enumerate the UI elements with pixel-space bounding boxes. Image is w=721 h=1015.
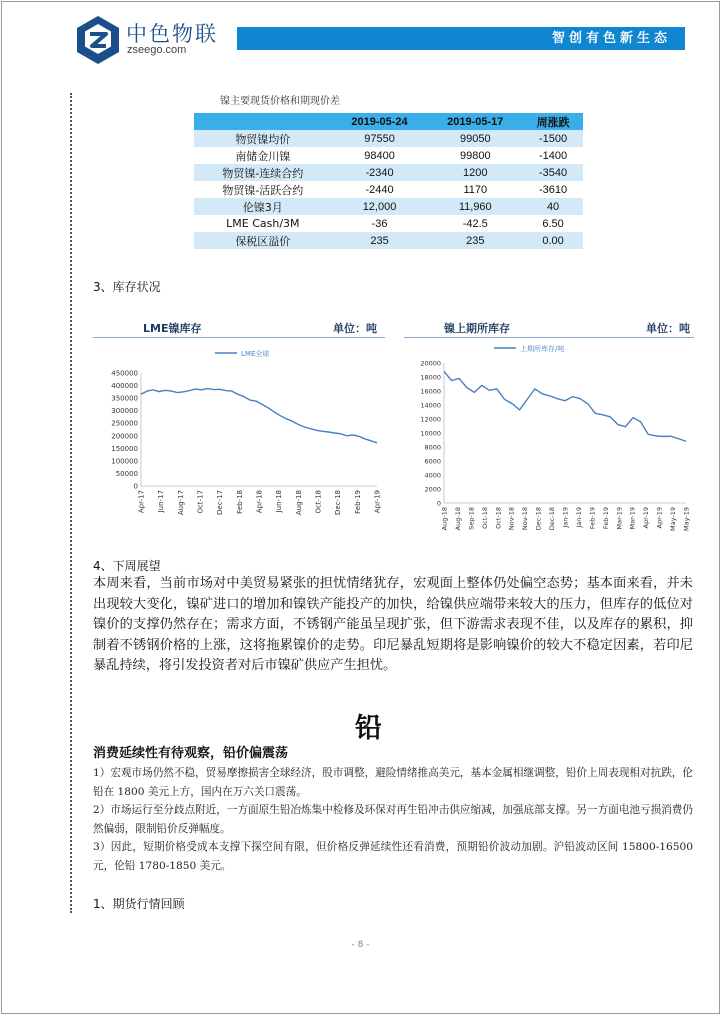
table-cell: 99800 — [427, 147, 523, 164]
x-tick-label: Jun-18 — [275, 490, 284, 513]
price-table-title: 镍主要现货价格和期现价差 — [220, 96, 340, 107]
x-tick-label: Apr-19 — [642, 507, 651, 529]
y-tick-label: 4000 — [424, 471, 441, 480]
column-header: 周涨跌 — [523, 113, 583, 130]
price-table — [194, 113, 583, 249]
table-cell: 40 — [523, 198, 583, 215]
x-tick-label: Oct-17 — [196, 490, 205, 514]
table-cell: -3540 — [523, 164, 583, 181]
x-tick-label: Feb-18 — [235, 490, 244, 514]
x-tick-label: Dec-17 — [216, 490, 225, 515]
section-heading-inventory: 3、库存状况 — [93, 280, 161, 294]
chart-title-rule — [404, 337, 694, 338]
logo-domain: zseego.com — [127, 44, 187, 56]
row-label: 伦镍3月 — [194, 198, 332, 215]
logo-icon — [73, 14, 123, 64]
y-tick-label: 2000 — [424, 485, 441, 494]
x-tick-label: Nov-18 — [521, 507, 530, 531]
chart-unit: 单位：吨 — [333, 322, 377, 335]
x-tick-label: Aug-18 — [294, 490, 303, 516]
column-header: 2019-05-17 — [427, 113, 523, 130]
x-tick-label: Dec-18 — [334, 490, 343, 515]
y-tick-label: 250000 — [111, 419, 138, 428]
series-line — [141, 389, 377, 443]
table-cell: -2340 — [332, 164, 428, 181]
x-tick-label: Feb-19 — [353, 490, 362, 514]
chart-unit: 单位：吨 — [646, 322, 690, 335]
table-header-row — [194, 113, 583, 130]
x-tick-label: Jan-19 — [561, 507, 570, 528]
logo-text: 中色物联 — [126, 22, 218, 46]
y-tick-label: 12000 — [420, 415, 441, 424]
lme-nickel-chart — [93, 342, 385, 532]
column-header — [194, 113, 332, 130]
table-row — [194, 198, 583, 215]
y-tick-label: 10000 — [420, 429, 441, 438]
x-tick-label: Jun-17 — [157, 490, 166, 513]
x-tick-label: Mar-19 — [628, 507, 637, 530]
x-tick-label: Aug-17 — [176, 490, 185, 516]
y-tick-label: 16000 — [420, 387, 441, 396]
table-cell: 11,960 — [427, 198, 523, 215]
table-row — [194, 164, 583, 181]
legend-label: LME全球 — [241, 350, 270, 358]
x-tick-label: Oct-18 — [314, 490, 323, 514]
section-heading-review: 1、期货行情回顾 — [93, 897, 185, 911]
lead-title: 铅 — [355, 713, 382, 744]
chart-title-rule — [93, 337, 385, 338]
y-tick-label: 100000 — [111, 457, 138, 466]
y-tick-label: 300000 — [111, 407, 138, 416]
x-tick-label: Dec-18 — [548, 507, 557, 531]
y-tick-label: 8000 — [424, 443, 441, 452]
x-tick-label: Apr-18 — [255, 490, 264, 514]
lead-point-3: 3）因此，短期价格受成本支撑下探空间有限，但价格反弹延续性还看消费，预期铅价波动加剧。沪铅波动区间 15800-16500 元，伦铅 1780-1850 美元。 — [93, 841, 693, 872]
row-label: 物贸镍-活跃合约 — [194, 181, 332, 198]
series-line — [444, 371, 686, 441]
table-cell: 1170 — [427, 181, 523, 198]
table-cell: -1500 — [523, 130, 583, 147]
table-row — [194, 181, 583, 198]
row-label: 物贸镍均价 — [194, 130, 332, 147]
x-tick-label: Feb-19 — [601, 507, 610, 530]
x-tick-label: Apr-19 — [655, 507, 664, 529]
lead-point-1: 1）宏观市场仍然不稳，贸易摩擦损害全球经济，股市调整，避险情绪推高美元，基本金属相继调整，铅价上周表现相对抗跌，伦铅在 1800 美元上方，国内在万六关口震荡。 — [93, 767, 693, 798]
y-tick-label: 0 — [436, 499, 441, 508]
table-cell: 98400 — [332, 147, 428, 164]
chart-title: 镍上期所库存 — [444, 322, 510, 335]
table-cell: -36 — [332, 215, 428, 232]
y-tick-label: 150000 — [111, 444, 138, 453]
row-label: 物贸镍-连续合约 — [194, 164, 332, 181]
y-tick-label: 0 — [133, 482, 138, 491]
x-tick-label: Feb-19 — [588, 507, 597, 530]
x-tick-label: Jan-19 — [574, 507, 583, 528]
y-tick-label: 6000 — [424, 457, 441, 466]
lead-point-2: 2）市场运行至分歧点附近，一方面原生铅冶炼集中检修及环保对再生铅冲击供应缩减，加强底部支撑。另一方面电池亏损消费仍然偏弱，限制铅价反弹幅度。 — [93, 804, 693, 835]
x-tick-label: Apr-19 — [373, 490, 382, 514]
table-row — [194, 130, 583, 147]
table-row — [194, 215, 583, 232]
table-cell: 12,000 — [332, 198, 428, 215]
x-tick-label: Mar-19 — [615, 507, 624, 530]
y-tick-label: 50000 — [115, 469, 138, 478]
y-tick-label: 14000 — [420, 401, 441, 410]
x-tick-label: May-19 — [682, 507, 691, 531]
table-cell: -3610 — [523, 181, 583, 198]
x-tick-label: Oct-18 — [494, 507, 503, 529]
table-cell: 6.50 — [523, 215, 583, 232]
y-tick-label: 450000 — [111, 369, 138, 378]
table-cell: 0.00 — [523, 232, 583, 249]
table-cell: -1400 — [523, 147, 583, 164]
table-cell: -42.5 — [427, 215, 523, 232]
table-cell: 235 — [427, 232, 523, 249]
table-cell: 99050 — [427, 130, 523, 147]
table-cell: 1200 — [427, 164, 523, 181]
y-tick-label: 350000 — [111, 394, 138, 403]
x-tick-label: Nov-18 — [507, 507, 516, 531]
y-tick-label: 18000 — [420, 373, 441, 382]
shfe-nickel-chart — [404, 342, 694, 538]
x-tick-label: Aug-18 — [453, 507, 462, 531]
section-heading-outlook: 4、下周展望 — [93, 559, 161, 573]
row-label: 南储金川镍 — [194, 147, 332, 164]
x-tick-label: Oct-18 — [480, 507, 489, 529]
table-cell: 97550 — [332, 130, 428, 147]
x-tick-label: Apr-17 — [137, 490, 146, 514]
table-row — [194, 232, 583, 249]
y-tick-label: 200000 — [111, 432, 138, 441]
chart-title: LME镍库存 — [143, 322, 202, 335]
legend-label: 上期所库存/吨 — [520, 345, 565, 353]
y-tick-label: 400000 — [111, 382, 138, 391]
slogan-banner: 智创有色新生态 — [237, 27, 685, 50]
x-tick-label: Sep-18 — [467, 507, 476, 530]
x-tick-label: Dec-18 — [534, 507, 543, 531]
y-tick-label: 20000 — [420, 359, 441, 368]
table-cell: 235 — [332, 232, 428, 249]
lead-subtitle: 消费延续性有待观察，铅价偏震荡 — [93, 746, 289, 761]
page-number: - 8 - — [351, 940, 370, 950]
x-tick-label: May-19 — [669, 507, 678, 531]
row-label: LME Cash/3M — [194, 215, 332, 232]
margin-dotted-line — [70, 93, 72, 913]
column-header: 2019-05-24 — [332, 113, 428, 130]
row-label: 保税区溢价 — [194, 232, 332, 249]
table-row — [194, 147, 583, 164]
outlook-paragraph: 本周来看，当前市场对中美贸易紧张的担忧情绪犹存，宏观面上整体仍处偏空态势；基本面来看，并未出现较大变化，镍矿进口的增加和镍铁产能投产的加快，给镍供应端带来较大的压力，但库存的低位对镍价的支撑仍然存在；需求方面，不锈钢产能虽呈现扩张，但下游需求表现不佳，以及库存的累积，抑制着不锈钢价格的上涨，这将拖累镍价的走势。印尼暴乱短期将是影响镍价的较大不稳定因素，若印尼暴乱持续，将引发投资者对后市镍矿供应产生担忧。 — [93, 576, 693, 673]
x-tick-label: Aug-18 — [440, 507, 449, 531]
table-cell: -2440 — [332, 181, 428, 198]
